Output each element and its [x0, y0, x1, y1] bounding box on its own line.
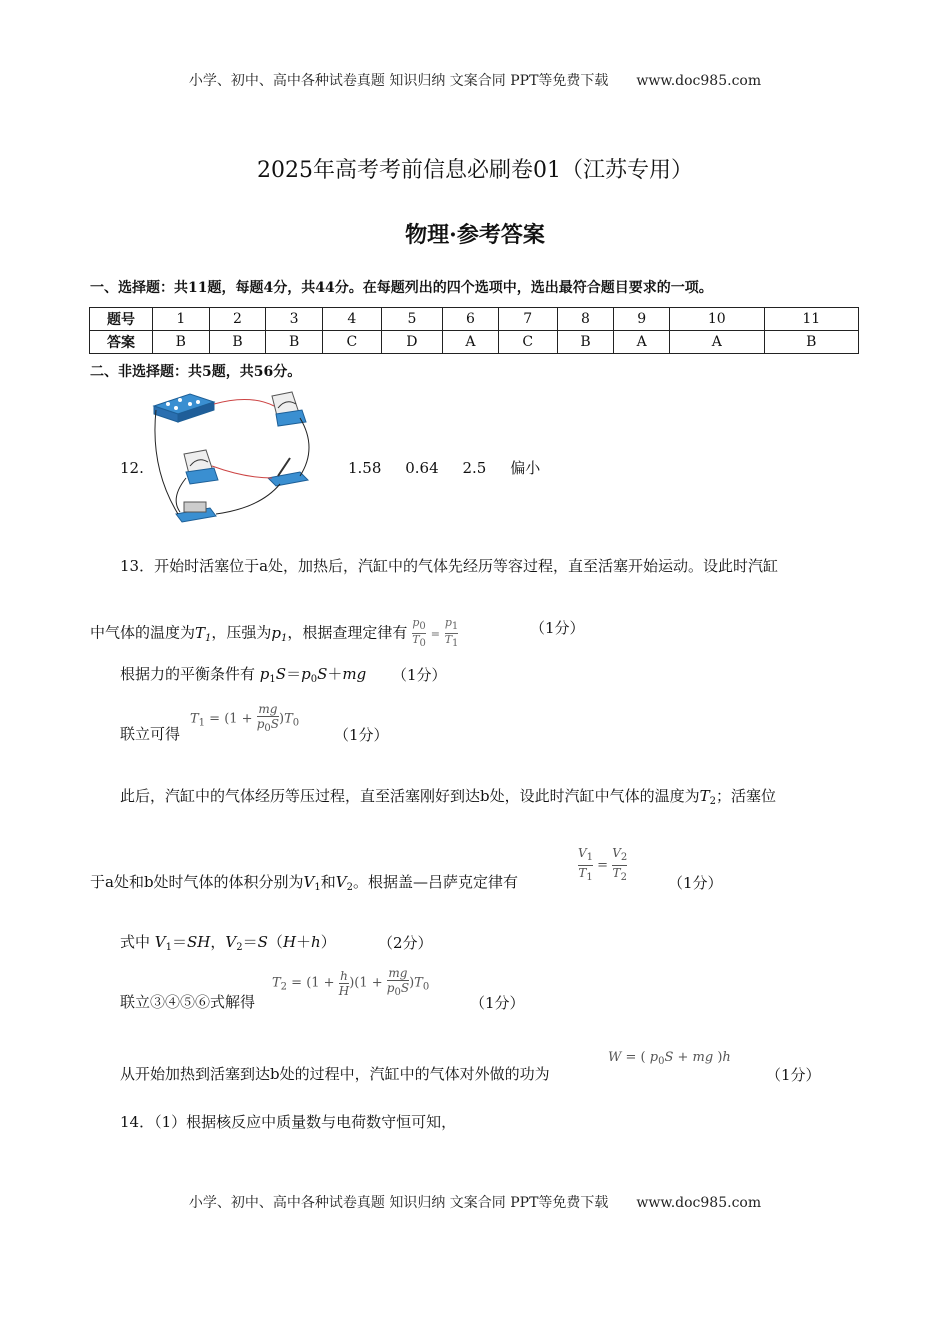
table-header-answer: 答案 — [90, 331, 153, 354]
table-row-answers — [90, 331, 859, 354]
charles-law-right: $\frac{p_1}{T_1}$ — [444, 616, 459, 649]
q13-formula-work: W = ( $p_0S$ + mg )h — [608, 1050, 731, 1067]
table-cell: 10 — [670, 308, 764, 331]
q13-line-3: 根据力的平衡条件有 $p_1S=p_0S+mg$ — [120, 665, 367, 685]
voltmeter — [184, 450, 218, 484]
q13-line-8: 联立③④⑤⑥式解得 — [120, 993, 256, 1011]
q13-line-4: 联立可得 — [120, 725, 181, 743]
q13-score-2: （1分） — [392, 666, 447, 684]
circuit-diagram-image — [150, 388, 320, 528]
table-cell: 5 — [381, 308, 442, 331]
page-subtitle: 物理·参考答案 — [405, 222, 545, 248]
table-cell: A — [443, 331, 499, 354]
table-cell: 4 — [322, 308, 381, 331]
q14-line-1: 14．（1）根据核反应中质量数与电荷数守恒可知， — [120, 1113, 457, 1131]
q12-answers — [348, 458, 540, 478]
table-cell: A — [670, 331, 764, 354]
q12-value-4: 偏小 — [510, 459, 541, 477]
table-cell: 7 — [498, 308, 557, 331]
section-1-heading: 一、选择题：共11题，每题4分，共44分。在每题列出的四个选项中，选出最符合题目要求的一项。 — [90, 280, 713, 296]
table-cell: B — [266, 331, 323, 354]
table-cell: 6 — [443, 308, 499, 331]
table-cell: 3 — [266, 308, 323, 331]
header-text: 小学、初中、高中各种试卷真题 知识归纳 文案合同 PPT等免费下载 — [188, 73, 609, 89]
q13-formula-t1: $T_1 = (1$ + $\frac{mg}{p_0S}$ )$T_0$ — [190, 702, 300, 734]
battery — [176, 502, 216, 522]
ammeter-top — [272, 392, 306, 426]
q13-line-9: 从开始加热到活塞到达b处的过程中，汽缸中的气体对外做的功为 — [120, 1065, 550, 1083]
table-cell: B — [153, 331, 210, 354]
table-cell: 11 — [764, 308, 859, 331]
q13-score-3: （1分） — [334, 726, 389, 744]
page-title: 2025年高考考前信息必刷卷01（江苏专用） — [257, 158, 693, 183]
q13-score-1: （1分） — [530, 619, 585, 637]
q13-line-5: 此后，汽缸中的气体经历等压过程，直至活塞刚好到达b处，设此时汽缸中气体的温度为$T_2$；活塞位 — [120, 787, 777, 807]
table-cell: C — [322, 331, 381, 354]
q13-score-4: （1分） — [668, 874, 723, 892]
charles-law-left: $\frac{p_0}{T_0}$ — [412, 616, 426, 649]
q13-score-7: （1分） — [766, 1066, 821, 1084]
q12-number: 12. — [120, 459, 144, 477]
footer-url[interactable]: www.doc985.com — [636, 1195, 762, 1211]
q13-line-7: 式中 $V_1=SH$，$V_2=S(H+h)$ — [120, 933, 336, 953]
header-url[interactable]: www.doc985.com — [636, 73, 762, 89]
page-footer — [0, 1192, 950, 1212]
table-cell: 9 — [614, 308, 670, 331]
table-cell: B — [557, 331, 614, 354]
q12-value-1: 1.58 — [348, 459, 382, 477]
table-header-number: 题号 — [90, 308, 153, 331]
q12-value-3: 2.5 — [462, 459, 487, 477]
page-header — [0, 70, 950, 90]
table-cell: C — [498, 331, 557, 354]
q13-formula-t2: $T_2 = (1$ + $\frac{h}{H}$ )(1 + $\frac{mg}{p_0S}$ )$T_0$ — [272, 966, 430, 998]
q12-value-2: 0.64 — [405, 459, 439, 477]
table-cell: B — [764, 331, 859, 354]
section-2-heading: 二、非选择题：共5题，共56分。 — [90, 364, 302, 380]
table-cell: A — [614, 331, 670, 354]
table-row-numbers — [90, 308, 859, 331]
answer-table — [89, 307, 859, 354]
resistance-box — [154, 394, 214, 422]
q13-formula-gay-lussac: $\frac{V_1}{T_1}$ = $\frac{V_2}{T_2}$ — [578, 846, 628, 883]
q13-score-5: （2分） — [378, 934, 433, 952]
table-cell: B — [209, 331, 266, 354]
footer-text: 小学、初中、高中各种试卷真题 知识归纳 文案合同 PPT等免费下载 — [188, 1195, 609, 1211]
table-cell: 2 — [209, 308, 266, 331]
q13-score-6: （1分） — [470, 994, 525, 1012]
table-cell: D — [381, 331, 442, 354]
table-cell: 8 — [557, 308, 614, 331]
q13-line-6: 于a处和b处时气体的体积分别为$V_1$和$V_2$。根据盖—吕萨克定律有 — [90, 873, 519, 893]
table-cell: 1 — [153, 308, 210, 331]
q13-line-2: 中气体的温度为$T_1$，压强为$p_1$，根据查理定律有 $\frac{p_0}{T_0}$ = $\frac{p_1}{T_1}$ — [90, 616, 459, 649]
q13-line-1: 13．开始时活塞位于a处，加热后，汽缸中的气体先经历等容过程，直至活塞开始运动。设此时汽缸 — [120, 557, 779, 575]
